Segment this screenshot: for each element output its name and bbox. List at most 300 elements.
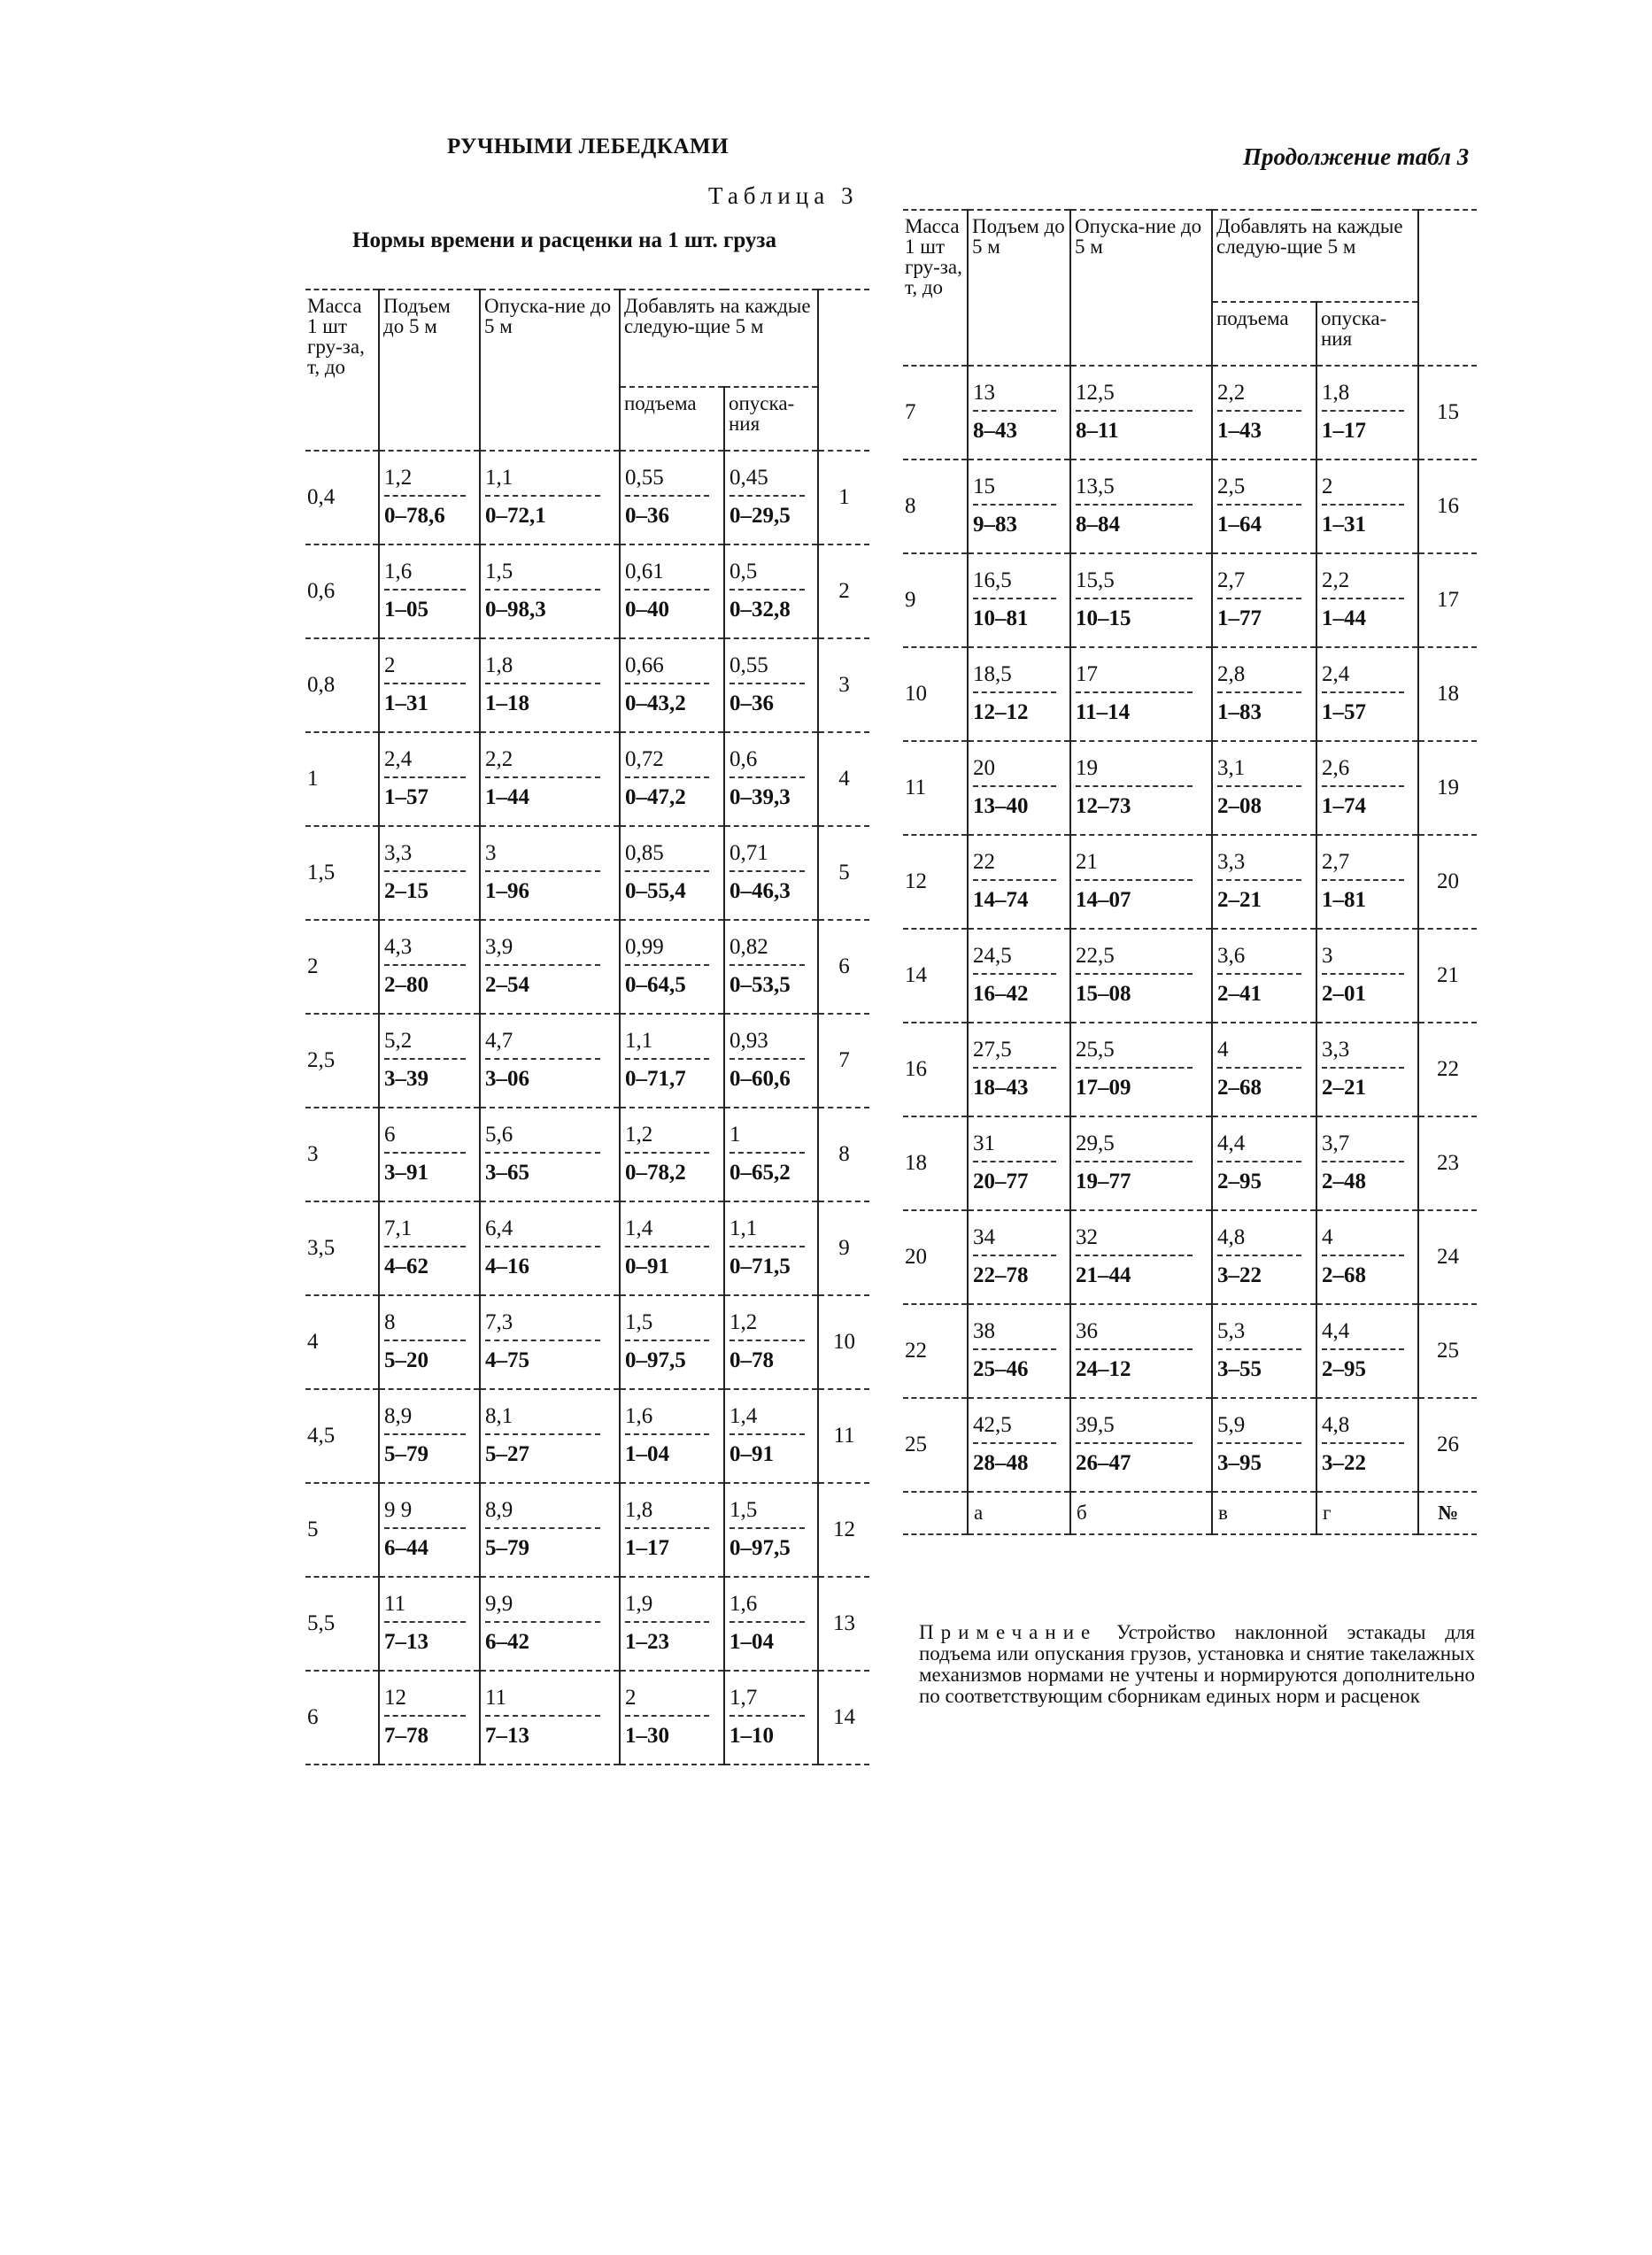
lift-fraction [380,747,479,811]
lift-fraction [380,466,479,529]
row-number: 17 [1418,553,1477,647]
lower-fraction [1071,475,1211,538]
add-lower-cell [1316,459,1418,553]
add-lift-rate: 1–04 [625,1442,669,1466]
add-lift-fraction [621,1404,723,1468]
row-number: 11 [818,1389,869,1483]
mass-cell: 18 [903,1116,968,1210]
add-lift-fraction [621,935,723,999]
lift-time-norm: 31 [973,1131,1056,1162]
table-row [305,732,869,826]
add-lift-rate: 0–40 [625,598,669,622]
mass-cell: 12 [903,835,968,929]
lower-rate: 2–54 [485,973,529,997]
lower-fraction [1071,1038,1211,1101]
table-note [919,1622,1475,1707]
lower-cell [1070,741,1212,835]
lift-time-norm: 42,5 [973,1413,1056,1444]
row-number: 18 [1418,647,1477,741]
add-lower-time-norm: 0,6 [730,747,805,778]
mass-cell: 1,5 [305,826,379,920]
lift-fraction [380,1404,479,1468]
lift-cell [968,1210,1070,1304]
lower-time-norm: 1,1 [485,466,600,497]
row-number: 2 [818,544,869,638]
add-lower-fraction [1317,1225,1417,1289]
lift-time-norm: 3,3 [384,841,466,872]
lower-cell [1070,929,1212,1023]
add-lift-cell [1212,1398,1316,1492]
add-lift-cell [620,544,724,638]
lower-fraction [481,1686,619,1749]
col-lift-header: Подъем до 5 м [379,290,480,451]
table-row [305,1295,869,1389]
add-lift-cell [620,732,724,826]
add-lower-cell [1316,1210,1418,1304]
add-lift-time-norm: 1,8 [625,1498,709,1529]
lower-rate: 3–65 [485,1161,529,1185]
add-lift-rate: 0–78,2 [625,1161,686,1185]
add-lift-fraction [621,1216,723,1280]
lower-rate: 4–75 [485,1348,529,1372]
add-lower-fraction [725,1310,817,1374]
add-lift-rate: 1–43 [1217,419,1262,443]
add-lift-time-norm: 0,99 [625,935,709,966]
lift-rate: 3–39 [384,1067,428,1091]
add-lift-cell [1212,553,1316,647]
add-lower-cell [724,1201,818,1295]
lower-time-norm: 4,7 [485,1029,600,1060]
add-lower-time-norm: 0,5 [730,560,805,591]
add-lower-time-norm: 1,5 [730,1498,805,1529]
lower-time-norm: 36 [1076,1319,1193,1350]
mass-cell: 9 [903,553,968,647]
table-row [305,1671,869,1765]
table-row [903,1210,1477,1304]
add-lift-cell [1212,459,1316,553]
lower-rate: 3–06 [485,1067,529,1091]
add-lower-fraction [725,1592,817,1656]
row-number: 12 [818,1483,869,1577]
table-row [903,1023,1477,1116]
table-row [305,638,869,732]
row-number: 16 [1418,459,1477,553]
lower-cell [480,1671,620,1765]
row-number: 8 [818,1108,869,1201]
add-lower-rate: 1–57 [1322,700,1366,724]
lift-fraction [969,568,1069,632]
lower-rate: 26–47 [1076,1451,1131,1475]
col-rowno-header [818,290,869,451]
add-lower-rate: 1–31 [1322,513,1366,537]
col-add-lift-header: подъема [620,387,724,451]
lift-fraction [380,1123,479,1186]
lower-rate: 17–09 [1076,1076,1131,1100]
add-lower-rate: 0–65,2 [730,1161,791,1185]
row-number: 25 [1418,1304,1477,1398]
mass-cell: 25 [903,1398,968,1492]
lower-fraction [481,1029,619,1093]
note-text: Устройство наклонной эстакады для подъема или опускания грузов, установка и снятие такелажных механизмов нормами не учтены и нормируются дополнительно по соответствующим сборникам единых норм и расценок [919,1621,1476,1707]
lower-time-norm: 8,1 [485,1404,600,1435]
add-lift-fraction [1213,1319,1316,1383]
add-lower-cell [724,1483,818,1577]
add-lift-cell [1212,1210,1316,1304]
add-lift-rate: 0–64,5 [625,973,686,997]
add-lower-cell [724,1014,818,1108]
mass-cell: 3 [305,1108,379,1201]
lower-fraction [481,466,619,529]
lower-rate: 8–11 [1076,419,1119,443]
lower-time-norm: 7,3 [485,1310,600,1341]
lower-time-norm: 2,2 [485,747,600,778]
lower-time-norm: 21 [1076,850,1193,881]
lower-time-norm: 1,5 [485,560,600,591]
col-lower-header: Опуска-ние до 5 м [1070,210,1212,366]
lower-time-norm: 1,8 [485,653,600,684]
lift-rate: 10–81 [973,606,1029,630]
col-add-lift-header: подъема [1212,302,1316,366]
lower-cell [480,1295,620,1389]
lower-fraction [1071,1225,1211,1289]
table-row [903,647,1477,741]
add-lift-rate: 1–64 [1217,513,1262,537]
add-lift-rate: 2–08 [1217,794,1262,818]
add-lower-fraction [725,653,817,717]
add-lift-cell [1212,366,1316,459]
lower-cell [480,1483,620,1577]
add-lift-rate: 0–91 [625,1255,669,1278]
add-lower-time-norm: 1,6 [730,1592,805,1623]
add-lift-time-norm: 0,55 [625,466,709,497]
add-lift-time-norm: 0,72 [625,747,709,778]
add-lower-rate: 2–01 [1322,982,1366,1006]
lift-fraction [969,662,1069,726]
lift-cell [379,1389,480,1483]
lower-time-norm: 19 [1076,756,1193,787]
add-lift-fraction [621,747,723,811]
mass-cell: 14 [903,929,968,1023]
lift-time-norm: 27,5 [973,1038,1056,1069]
mass-cell: 20 [903,1210,968,1304]
lift-cell [968,366,1070,459]
add-lift-rate: 0–71,7 [625,1067,686,1091]
lift-fraction [380,560,479,623]
add-lower-cell [724,826,818,920]
lower-cell [1070,459,1212,553]
lower-rate: 6–42 [485,1630,529,1654]
add-lift-time-norm: 4,4 [1217,1131,1301,1162]
lift-time-norm: 20 [973,756,1056,787]
add-lift-rate: 0–36 [625,504,669,528]
add-lift-fraction [1213,1038,1316,1101]
norms-table-left [305,289,869,1765]
col-add-header: Добавлять на каждые следую-щие 5 м [1212,210,1418,302]
row-number: 19 [1418,741,1477,835]
add-lift-rate: 3–22 [1217,1263,1262,1287]
lift-fraction [969,1319,1069,1383]
lower-time-norm: 9,9 [485,1592,600,1623]
add-lift-fraction [621,1686,723,1749]
lift-fraction [969,381,1069,444]
add-lift-cell [620,826,724,920]
table-row [305,451,869,544]
add-lower-time-norm: 3,7 [1322,1131,1404,1162]
add-lower-time-norm: 4,8 [1322,1413,1404,1444]
lower-time-norm: 11 [485,1686,600,1717]
lift-rate: 6–44 [384,1536,428,1560]
lift-rate: 1–31 [384,691,428,715]
table-row [903,929,1477,1023]
mass-cell: 10 [903,647,968,741]
note-label: Примечание [919,1621,1098,1643]
add-lower-time-norm: 0,71 [730,841,805,872]
lift-cell [968,647,1070,741]
add-lift-fraction [621,1310,723,1374]
add-lift-cell [1212,835,1316,929]
mass-cell: 2,5 [305,1014,379,1108]
add-lower-fraction [1317,1131,1417,1195]
add-lower-cell [1316,929,1418,1023]
lower-cell [1070,1304,1212,1398]
lower-time-norm: 3 [485,841,600,872]
add-lower-rate: 0–71,5 [730,1255,791,1278]
add-lift-cell [1212,741,1316,835]
add-lift-fraction [1213,850,1316,914]
add-lift-fraction [621,466,723,529]
lower-fraction [481,1216,619,1280]
add-lower-fraction [725,1686,817,1749]
lower-cell [480,1108,620,1201]
row-number: 6 [818,920,869,1014]
lift-cell [968,553,1070,647]
col-lower-header: Опуска-ние до 5 м [480,290,620,451]
add-lower-time-norm: 2,7 [1322,850,1404,881]
add-lift-time-norm: 2,8 [1217,662,1301,693]
row-number: 21 [1418,929,1477,1023]
add-lower-fraction [1317,1319,1417,1383]
lift-rate: 3–91 [384,1161,428,1185]
add-lift-time-norm: 2 [625,1686,709,1717]
lift-time-norm: 8,9 [384,1404,466,1435]
add-lower-time-norm: 2,6 [1322,756,1404,787]
add-lift-cell [1212,1304,1316,1398]
add-lift-fraction [1213,1413,1316,1477]
lift-time-norm: 9 9 [384,1498,466,1529]
add-lift-time-norm: 2,5 [1217,475,1301,506]
add-lower-rate: 0–53,5 [730,973,791,997]
add-lower-fraction [725,841,817,905]
lift-time-norm: 13 [973,381,1056,412]
mass-cell: 4 [305,1295,379,1389]
lower-cell [1070,1023,1212,1116]
lift-cell [968,1023,1070,1116]
letter-a: а [968,1492,1070,1534]
add-lower-rate: 0–32,8 [730,598,791,622]
lower-cell [480,732,620,826]
mass-cell: 7 [903,366,968,459]
lift-rate: 5–79 [384,1442,428,1466]
row-number: 1 [818,451,869,544]
table-row [305,544,869,638]
add-lift-rate: 2–95 [1217,1170,1262,1193]
add-lower-fraction [725,1404,817,1468]
add-lower-cell [1316,1304,1418,1398]
lower-time-norm: 13,5 [1076,475,1193,506]
add-lower-fraction [725,466,817,529]
lower-cell [480,920,620,1014]
lower-time-norm: 32 [1076,1225,1193,1256]
add-lower-rate: 1–10 [730,1724,774,1748]
add-lower-cell [724,1577,818,1671]
lower-cell [480,638,620,732]
lower-time-norm: 39,5 [1076,1413,1193,1444]
mass-cell: 8 [903,459,968,553]
table-row [903,1116,1477,1210]
add-lower-fraction [1317,1413,1417,1477]
lower-fraction [481,560,619,623]
lower-time-norm: 25,5 [1076,1038,1193,1069]
lower-rate: 24–12 [1076,1357,1131,1381]
lift-rate: 25–46 [973,1357,1029,1381]
add-lift-fraction [1213,944,1316,1008]
add-lift-fraction [621,1123,723,1186]
lower-cell [1070,647,1212,741]
lower-cell [480,451,620,544]
lower-fraction [481,1592,619,1656]
lift-rate: 1–05 [384,598,428,622]
lower-fraction [1071,1319,1211,1383]
add-lift-time-norm: 3,3 [1217,850,1301,881]
add-lower-fraction [1317,662,1417,726]
lift-rate: 16–42 [973,982,1029,1006]
add-lower-rate: 2–21 [1322,1076,1366,1100]
add-lift-cell [620,1389,724,1483]
lift-time-norm: 2 [384,653,466,684]
add-lower-rate: 0–39,3 [730,785,791,809]
lift-cell [379,920,480,1014]
add-lift-cell [1212,1023,1316,1116]
lift-fraction [969,1038,1069,1101]
col-mass-header: Масса 1 шт гру-за, т, до [305,290,379,451]
lift-rate: 28–48 [973,1451,1029,1475]
lower-cell [1070,1116,1212,1210]
lift-fraction [380,1592,479,1656]
add-lower-time-norm: 0,55 [730,653,805,684]
letter-b: б [1070,1492,1212,1534]
add-lower-rate: 2–95 [1322,1357,1366,1381]
table-row [903,835,1477,929]
mass-cell: 11 [903,741,968,835]
lower-time-norm: 15,5 [1076,568,1193,599]
lift-time-norm: 7,1 [384,1216,466,1247]
add-lift-time-norm: 1,4 [625,1216,709,1247]
lift-fraction [380,935,479,999]
add-lower-time-norm: 2,4 [1322,662,1404,693]
lift-time-norm: 38 [973,1319,1056,1350]
add-lower-rate: 1–17 [1322,419,1366,443]
add-lower-rate: 1–04 [730,1630,774,1654]
add-lower-fraction [1317,568,1417,632]
col-add-lower-header: опуска-ния [724,387,818,451]
lift-time-norm: 5,2 [384,1029,466,1060]
row-number: 3 [818,638,869,732]
lift-cell [968,1304,1070,1398]
lift-cell [379,1483,480,1577]
lift-cell [968,459,1070,553]
add-lift-time-norm: 5,3 [1217,1319,1301,1350]
lower-time-norm: 6,4 [485,1216,600,1247]
add-lift-time-norm: 3,1 [1217,756,1301,787]
add-lift-rate: 1–77 [1217,606,1262,630]
add-lower-cell [1316,366,1418,459]
add-lift-cell [620,1483,724,1577]
lift-rate: 18–43 [973,1076,1029,1100]
add-lift-time-norm: 4 [1217,1038,1301,1069]
lower-rate: 5–79 [485,1536,529,1560]
add-lift-rate: 2–68 [1217,1076,1262,1100]
add-lower-time-norm: 2,2 [1322,568,1404,599]
row-number: 26 [1418,1398,1477,1492]
add-lift-fraction [621,1592,723,1656]
add-lower-time-norm: 0,82 [730,935,805,966]
right-table-body [903,366,1477,1492]
add-lower-rate: 3–22 [1322,1451,1366,1475]
add-lower-time-norm: 4 [1322,1225,1404,1256]
row-number: 13 [818,1577,869,1671]
mass-cell: 5 [305,1483,379,1577]
lift-rate: 20–77 [973,1170,1029,1193]
table-row [305,1201,869,1295]
lower-rate: 10–15 [1076,606,1131,630]
lower-cell [480,826,620,920]
lift-cell [968,741,1070,835]
add-lower-fraction [1317,381,1417,444]
table-row [903,1304,1477,1398]
add-lift-rate: 0–47,2 [625,785,686,809]
add-lower-time-norm: 1,8 [1322,381,1404,412]
lift-fraction [380,1029,479,1093]
add-lower-rate: 0–29,5 [730,504,791,528]
continuation-label: Продолжение табл 3 [1243,143,1470,170]
lower-time-norm: 29,5 [1076,1131,1193,1162]
add-lower-cell [724,732,818,826]
add-lower-fraction [725,1123,817,1186]
add-lower-fraction [1317,850,1417,914]
table-title: Нормы времени и расценки на 1 шт. груза [352,228,776,252]
add-lower-time-norm: 1,1 [730,1216,805,1247]
left-table-body [305,451,869,1765]
add-lower-time-norm: 1,7 [730,1686,805,1717]
lower-fraction [481,653,619,717]
add-lower-cell [1316,1023,1418,1116]
lower-fraction [1071,756,1211,820]
table-row [305,1483,869,1577]
add-lift-cell [1212,647,1316,741]
add-lower-fraction [1317,475,1417,538]
letter-g: г [1316,1492,1418,1534]
add-lower-cell [724,920,818,1014]
add-lift-rate: 0–97,5 [625,1348,686,1372]
add-lower-cell [724,1389,818,1483]
add-lower-cell [724,1108,818,1201]
lower-fraction [1071,381,1211,444]
add-lower-cell [1316,647,1418,741]
row-number: 7 [818,1014,869,1108]
add-lift-time-norm: 1,5 [625,1310,709,1341]
col-rowno-header [1418,210,1477,366]
add-lower-time-norm: 3 [1322,944,1404,975]
